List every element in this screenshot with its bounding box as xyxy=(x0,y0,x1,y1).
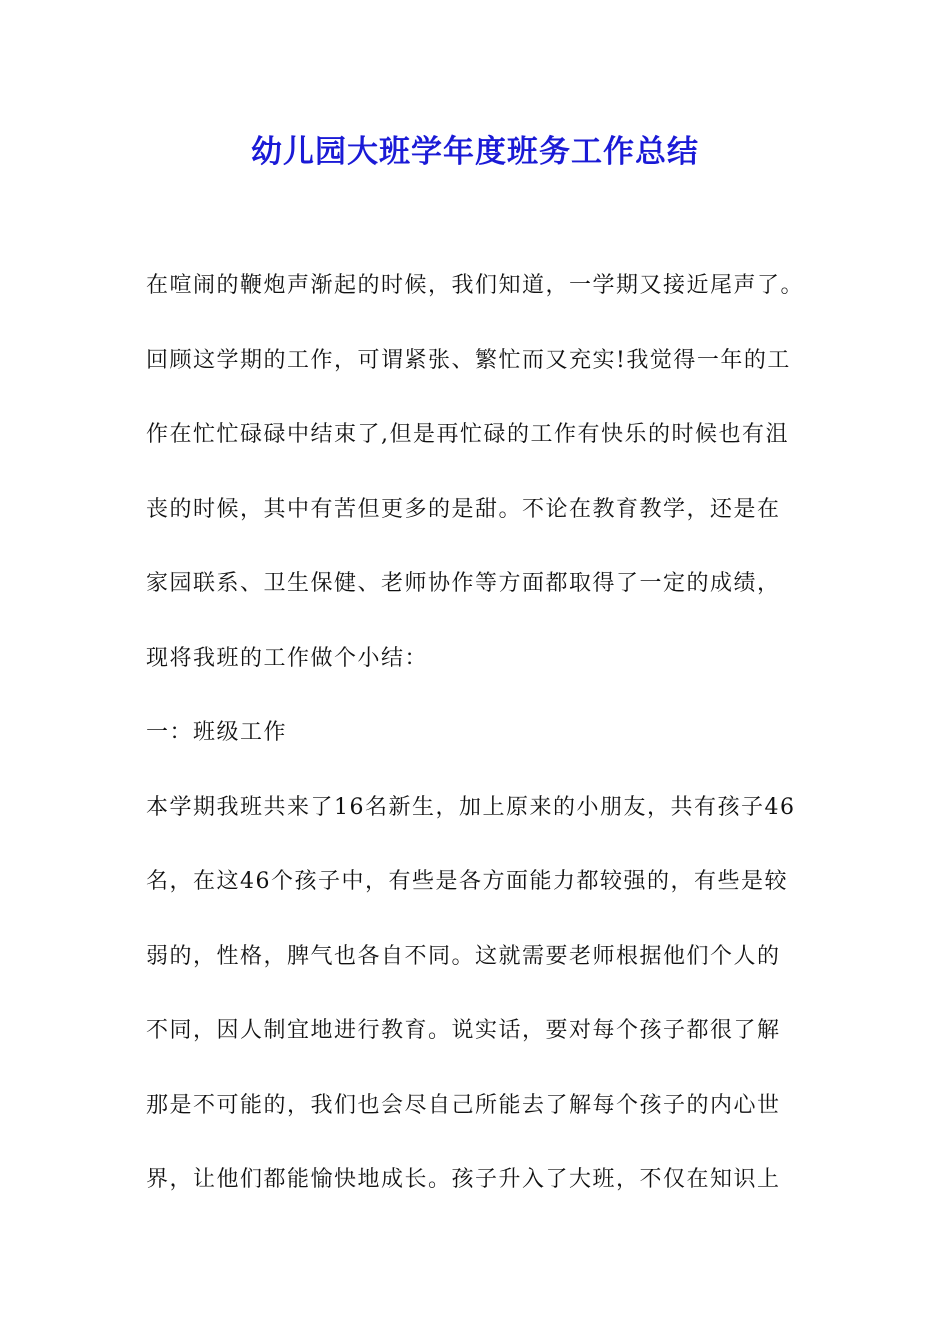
body-line: 在喧闹的鞭炮声渐起的时候，我们知道，一学期又接近尾声了。 xyxy=(146,273,805,298)
body-line: 家园联系、卫生保健、老师协作等方面都取得了一定的成绩， xyxy=(146,571,781,596)
body-line: 那是不可能的，我们也会尽自己所能去了解每个孩子的内心世 xyxy=(146,1092,781,1118)
body-line: 回顾这学期的工作，可谓紧张、繁忙而又充实!我觉得一年的工 xyxy=(146,347,791,373)
body-line: 本学期我班共来了16名新生，加上原来的小朋友，共有孩子46 xyxy=(146,794,796,820)
body-line: 丧的时候，其中有苦但更多的是甜。不论在教育教学，还是在 xyxy=(146,496,781,522)
document-title: 幼儿园大班学年度班务工作总结 xyxy=(251,134,699,170)
body-line: 名，在这46个孩子中，有些是各方面能力都较强的，有些是较 xyxy=(146,869,788,894)
body-line: 作在忙忙碌碌中结束了,但是再忙碌的工作有快乐的时候也有沮 xyxy=(146,422,789,447)
body-line: 界，让他们都能愉快地成长。孩子升入了大班，不仅在知识上 xyxy=(146,1167,781,1192)
body-line: 不同，因人制宜地进行教育。说实话，要对每个孩子都很了解 xyxy=(146,1018,781,1043)
body-line: 现将我班的工作做个小结： xyxy=(146,645,429,671)
section-heading: 一：班级工作 xyxy=(146,720,288,745)
document-body xyxy=(146,266,846,1235)
body-line: 弱的，性格，脾气也各自不同。这就需要老师根据他们个人的 xyxy=(146,943,781,969)
